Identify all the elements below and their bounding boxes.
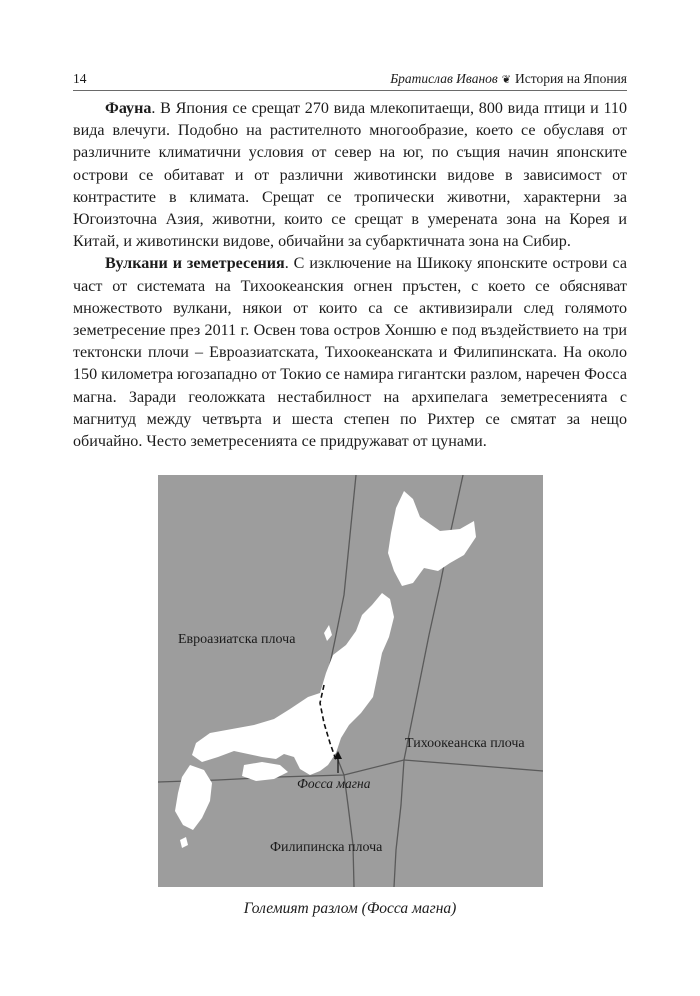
paragraph-fauna [73, 98, 627, 253]
running-head [390, 71, 627, 87]
label-fossa-magna: Фосса магна [297, 776, 371, 791]
island-kyushu [175, 765, 212, 830]
body-text [73, 98, 627, 453]
paragraph-title: Вулкани и земетресения [105, 255, 285, 273]
figure-caption: Големият разлом (Фосса магна) [243, 900, 457, 917]
book-title: История на Япония [514, 71, 627, 86]
author-name: Братислав Иванов [390, 71, 498, 86]
page-number: 14 [73, 71, 87, 86]
island-honshu [192, 593, 394, 775]
label-philippine-plate: Филипинска плоча [270, 840, 383, 855]
label-pacific-plate: Тихоокеанска плоча [405, 736, 525, 751]
plate-boundary-line [394, 760, 404, 887]
ornament-separator: ❦ [501, 74, 511, 86]
plate-boundary-line [344, 775, 354, 887]
tectonic-map-svg [158, 475, 543, 887]
running-header [73, 68, 627, 91]
paragraph-volcanoes [73, 253, 627, 453]
island-shikoku [242, 762, 288, 781]
paragraph-body: . С изключение на Шикоку японските острови са част от системата на Тихоокеанския огнен пръстен, с което се обясняват множеството вулкани, някои от които са се активизирали след голямото земетресение през 2011 г. Освен това остров Хоншю е под въздействието на три тектонски плочи – Евроазиатската, Тихоокеанската и Филипинската. На около 150 километра югозападно от Токио се намира гигантски разлом, наречен Фосса магна. Заради геоложката нестабилност на архипелага земетресенията с магнитуд между четвърта и шеста степен по Рихтер се смятат за нещо обичайно. Често земетресенията се придружават от цунами. [73, 255, 627, 451]
island-small [180, 837, 188, 848]
paragraph-body: . В Япония се срещат 270 вида млекопитаещи, 800 вида птици и 110 вида влечуги. Подобно на растителното многообразие, което се обуславя от различните климатични условия от север на юг, по същия начин японските острови се обитават и от различни животински видове в зависимост от контрастите в климата. Срещат се тропически животни, характерни за Югоизточна Азия, животни, които се срещат в умерената зона на Корея и Китай, и животински видове, обичайни за субарктичната зона на Сибир. [73, 100, 627, 251]
island-hokkaido [388, 491, 476, 586]
paragraph-title: Фауна [105, 100, 152, 117]
island-small [324, 625, 332, 641]
label-eurasian-plate: Евроазиатска плоча [178, 632, 296, 647]
tectonic-map [158, 475, 543, 887]
